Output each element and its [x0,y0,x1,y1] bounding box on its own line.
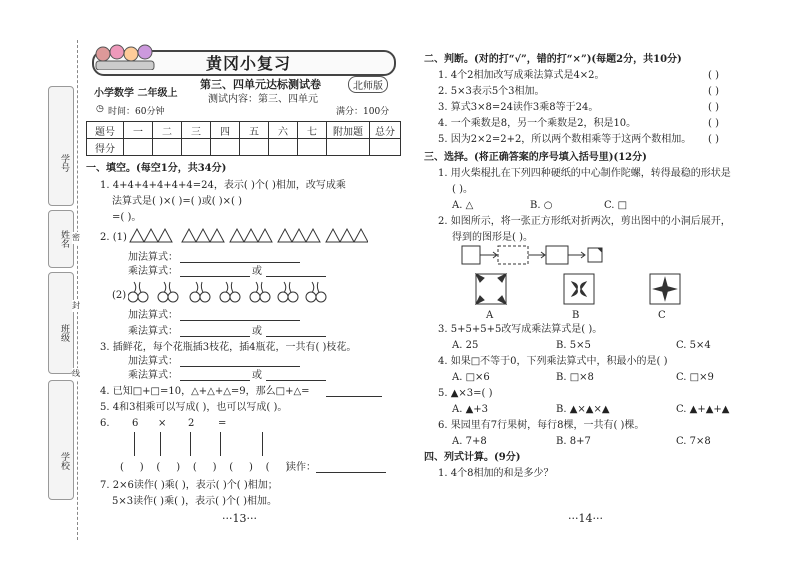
page-number-right: ···14··· [568,512,603,525]
choice-1-line-b: ( )。 [452,184,473,195]
q5-text: 5. 4和3相乘可以写成( )，也可以写成( )。 [100,402,288,413]
score-table-cell: 五 [240,122,269,139]
choice-3-option-a[interactable]: A. 25 [452,340,479,351]
q2b-mul-label: 乘法算式： [128,326,178,337]
score-table-cell: 得分 [87,139,124,156]
q6-pointer-line [190,432,191,456]
judge-1: 1. 4个2相加改写成乘法算式是4×2。 [438,70,605,81]
page-number-right-value: 14 [578,512,593,525]
section1-heading: 一、填空。(每空1分，共34分) [86,163,227,174]
student-id-box [48,86,74,206]
kids-illustration [94,44,156,70]
q7-line-a: 7. 2×6读作( )乘( )，表示( )个( )相加； [100,480,278,491]
q2-or: 或 [252,266,262,277]
score-table [86,121,401,156]
score-table-cell: 一 [124,122,153,139]
judge-3: 3. 算式3×8=24读作3乘8等于24。 [438,102,599,113]
choice-6-option-a[interactable]: A. 7+8 [452,436,487,447]
choice-4-option-a[interactable]: A. □×6 [452,372,490,383]
test-content: 测试内容：第三、四单元 [208,94,318,105]
subject-grade: 小学数学 二年级上 [94,88,178,99]
choice-2-option-b[interactable]: B [572,310,580,321]
page-number-left-value: 13 [232,512,247,525]
judge-4: 4. 一个乘数是8，另一个乘数是2，积是10。 [438,118,637,129]
q1-line-a: 1. 4+4+4+4+4+4=24，表示( )个( )相加，改写成乘 [100,180,346,191]
choice-3-option-b[interactable]: B. 5×5 [556,340,591,351]
q6-pointer-line [220,432,221,456]
seal-mark-feng: 封 [72,301,80,310]
score-table-cell: 七 [298,122,327,139]
q2-add-answer-line[interactable] [180,262,300,263]
seal-mark-xian: 线 [72,369,80,378]
page-number-left: ···13··· [222,512,257,525]
q2-mul-answer-line[interactable] [180,276,250,277]
q3-add-answer-line[interactable] [180,366,300,367]
name-label: 姓名 [59,230,69,248]
q3-mul-label: 乘法算式： [128,370,178,381]
score-table-cell: 四 [211,122,240,139]
score-table-cell: 附加题 [327,122,370,139]
q6-label: 6. [100,418,110,429]
score-cell[interactable] [269,139,298,156]
q6-operator-times: × [158,418,167,429]
q2b-add-answer-line[interactable] [180,320,300,321]
judge-2-answer[interactable]: ( ) [708,86,719,97]
exam-title: 第三、四单元达标测试卷 [200,78,321,91]
judge-1-answer[interactable]: ( ) [708,70,719,81]
score-cell[interactable] [124,139,153,156]
choice-4-option-b[interactable]: B. □×8 [556,372,594,383]
score-table-cell: 题号 [87,122,124,139]
choice-1-option-a[interactable]: A. △ [452,200,474,211]
score-table-header-row [87,122,401,139]
edition-badge: 北师版 [348,76,388,93]
q2-label: 2. (1) [100,232,127,243]
q3-mul-answer-line[interactable] [180,380,250,381]
q4-answer-line[interactable] [326,396,382,397]
q6-pointer-line [134,432,135,456]
score-cell[interactable] [370,139,401,156]
choice-4-option-c[interactable]: C. □×9 [676,372,714,383]
clock-icon: ◷ [96,104,104,114]
q3-mul-answer-line-2[interactable] [266,380,326,381]
paper-folding-diagram [460,244,620,266]
q6-answer-parens[interactable]: ( ) ( ) ( ) ( ) ( ) [120,462,290,473]
choice-3: 3. 5+5+5+5改写成乘法算式是( )。 [438,324,603,335]
exam-header [88,50,396,116]
choice-4: 4. 如果□不等于0，下列乘法算式中，积最小的是( ) [438,356,668,367]
score-cell[interactable] [298,139,327,156]
answer-figures [474,272,684,306]
q3-text: 3. 插鲜花，每个花瓶插3枝花，插4瓶花，一共有( )枝花。 [100,342,357,353]
class-label: 班级 [59,324,69,342]
q3-add-label: 加法算式： [128,356,178,367]
cherries-illustration [128,280,328,304]
seal-line [77,40,78,540]
q2b-label: (2) [112,290,127,301]
full-score: 满分：100分 [336,107,390,117]
q2-mul-answer-line-2[interactable] [266,276,326,277]
q4-text: 4. 已知□+□=10，△+△+△=9，那么□+△= [100,386,310,397]
q7-line-b: 5×3读作( )乘( )，表示( )个( )相加。 [112,496,278,507]
score-table-cell: 三 [182,122,211,139]
score-table-cell: 总分 [370,122,401,139]
judge-5-answer[interactable]: ( ) [708,134,719,145]
section2-heading: 二、判断。(对的打“√”，错的打“×”)(每题2分，共10分) [424,54,682,65]
score-cell[interactable] [240,139,269,156]
q2-mul-label: 乘法算式： [128,266,178,277]
q6-pointer-line [262,432,263,456]
choice-6: 6. 果园里有7行果树，每行8棵，一共有( )棵。 [438,420,645,431]
triangles-illustration [128,226,368,244]
score-cell[interactable] [327,139,370,156]
q6-operator-equals: = [218,418,227,429]
section4-heading: 四、列式计算。(9分) [424,452,521,463]
q6-operand-2: 2 [188,418,195,429]
brand-logo-text: 黄冈小复习 [206,54,292,73]
q2b-add-label: 加法算式： [128,310,178,321]
choice-2-line-a: 2. 如图所示，将一张正方形纸对折两次，剪出图中的小洞后展开， [438,216,731,227]
judge-5: 5. 因为2×2=2+2，所以两个数相乘等于这两个数相加。 [438,134,692,145]
choice-2-option-c[interactable]: C [658,310,666,321]
choice-5-option-c[interactable]: C. ▲+▲+▲ [676,404,730,415]
score-table-score-row [87,139,401,156]
choice-5: 5. ▲×3=( ) [438,388,493,399]
judge-4-answer[interactable]: ( ) [708,118,719,129]
q6-read-label: 读作： [286,462,316,473]
time-limit: 时间：60分钟 [108,107,165,117]
q2-add-label: 加法算式： [128,252,178,263]
judge-3-answer[interactable]: ( ) [708,102,719,113]
choice-2-option-a[interactable]: A [486,310,494,321]
q2b-mul-answer-line-2[interactable] [266,336,326,337]
q3-or: 或 [252,370,262,381]
class-box [48,272,74,374]
choice-1-option-c[interactable]: C. □ [604,200,628,211]
score-cell[interactable] [211,139,240,156]
score-cell[interactable] [182,139,211,156]
choice-6-option-b[interactable]: B. 8+7 [556,436,591,447]
choice-3-option-c[interactable]: C. 5×4 [676,340,711,351]
q6-read-answer-line[interactable] [316,472,386,473]
score-table-cell: 六 [269,122,298,139]
choice-5-option-b[interactable]: B. ▲×▲×▲ [556,404,610,415]
q6-operand-1: 6 [132,418,139,429]
judge-2: 2. 5×3表示5个3相加。 [438,86,545,97]
seal-mark-mi: 密 [72,233,80,242]
choice-1-line-a: 1. 用火柴棍扎在下列四种硬纸的中心制作陀螺，转得最稳的形状是 [438,168,731,179]
score-cell[interactable] [153,139,182,156]
choice-2-line-b: 得到的图形是( )。 [452,232,533,243]
school-box [48,380,74,500]
student-id-label: 学号 [59,154,69,172]
choice-5-option-a[interactable]: A. ▲+3 [452,404,489,415]
choice-6-option-c[interactable]: C. 7×8 [676,436,711,447]
q6-pointer-line [160,432,161,456]
binding-strip [40,80,76,500]
school-label: 学校 [59,452,69,470]
choice-1-option-b[interactable]: B. ○ [530,200,553,211]
q2b-mul-answer-line[interactable] [180,336,250,337]
q1-line-c: =( )。 [112,212,142,223]
section3-heading: 三、选择。(将正确答案的序号填入括号里)(12分) [424,152,647,163]
problem-1: 1. 4个8相加的和是多少？ [438,468,554,479]
q2b-or: 或 [252,326,262,337]
q1-line-b: 法算式是( )×( )=( )或( )×( ) [112,196,243,207]
score-table-cell: 二 [153,122,182,139]
